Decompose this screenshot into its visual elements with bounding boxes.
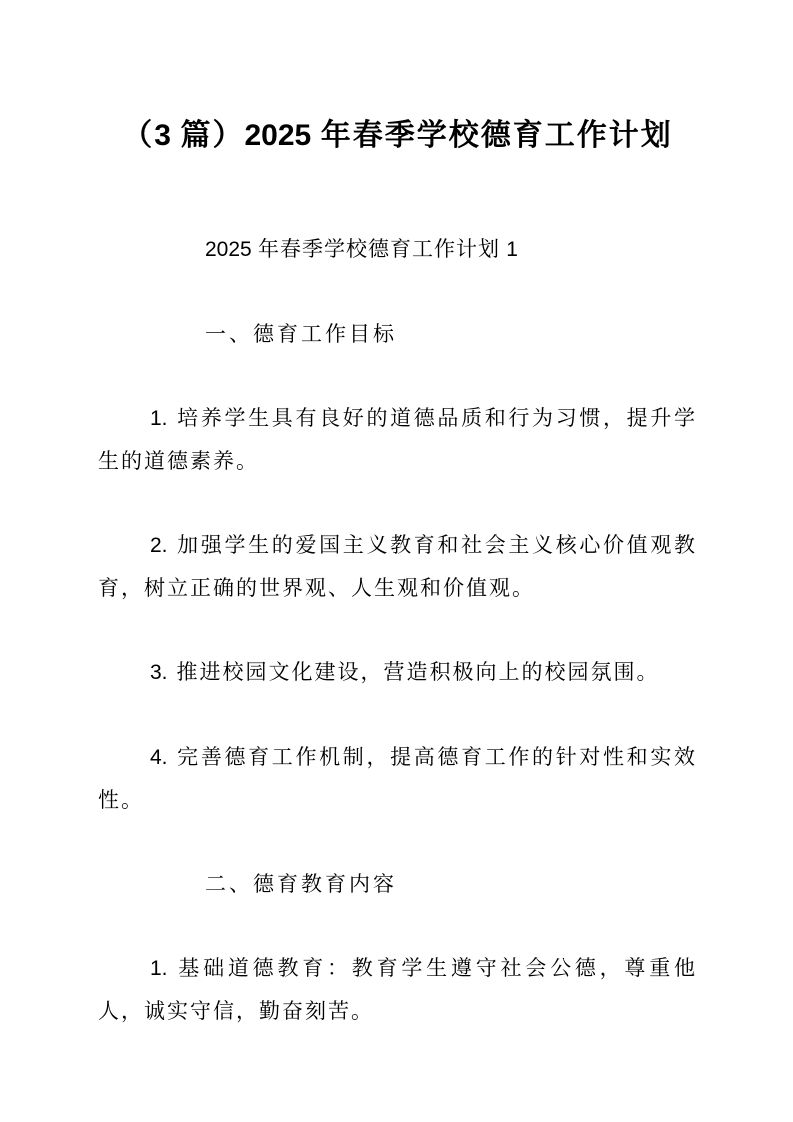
- item-text: 推进校园文化建设，营造积极向上的校园氛围。: [176, 660, 660, 684]
- item-text: 培养学生具有良好的道德品质和行为习惯，提升学生的道德素养。: [98, 406, 697, 473]
- list-item: [98, 651, 697, 694]
- item-text: 加强学生的爱国主义教育和社会主义核心价值观教育，树立正确的世界观、人生观和价值观。: [98, 533, 697, 600]
- list-item: [98, 947, 697, 1032]
- list-item: [98, 397, 697, 482]
- section-heading-2: 二、德育教育内容: [205, 872, 397, 896]
- item-text: 基础道德教育：教育学生遵守社会公德，尊重他人，诚实守信，勤奋刻苦。: [98, 956, 697, 1023]
- list-item: [98, 736, 697, 821]
- item-number: 4.: [150, 746, 168, 769]
- list-item: [98, 524, 697, 609]
- section-heading-1: 一、德育工作目标: [205, 322, 397, 346]
- item-text: 完善德育工作机制，提高德育工作的针对性和实效性。: [98, 745, 697, 812]
- document-title: （3 篇）2025 年春季学校德育工作计划: [122, 119, 673, 152]
- item-number: 1.: [150, 957, 168, 980]
- item-number: 3.: [150, 661, 168, 684]
- article-subtitle: 2025 年春季学校德育工作计划 1: [205, 237, 518, 261]
- item-number: 1.: [150, 407, 168, 430]
- item-number: 2.: [150, 534, 168, 557]
